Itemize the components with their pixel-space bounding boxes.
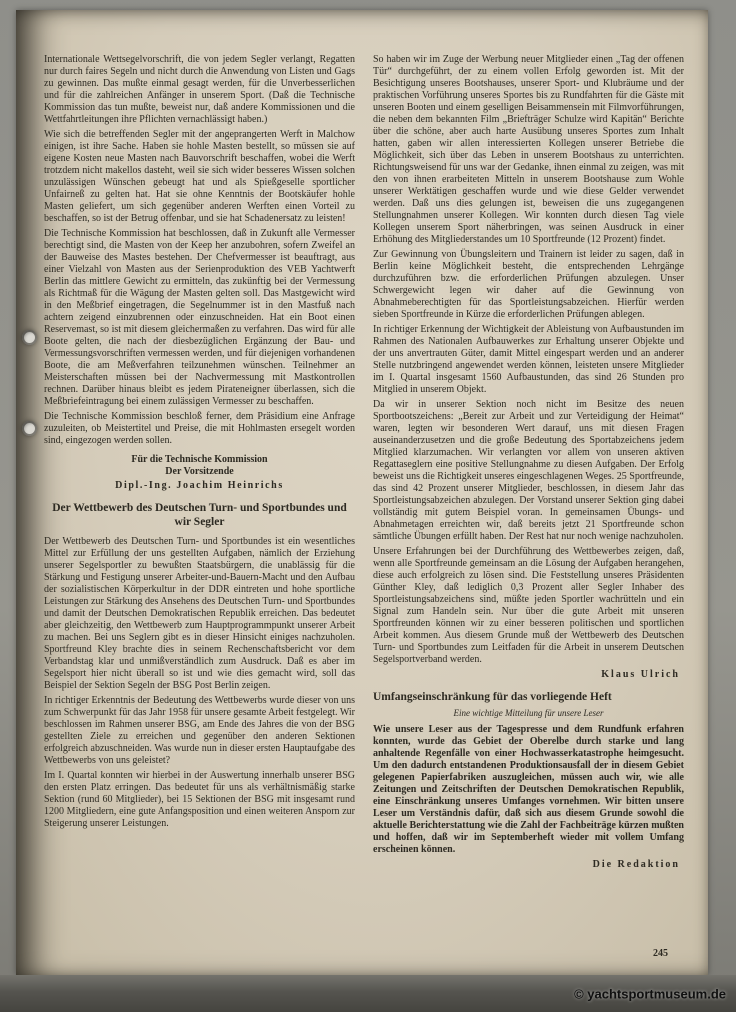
article1-signature-block: [44, 454, 355, 492]
paragraph: Da wir in unserer Sektion noch nicht im Besitze des neuen Sportbootszeichens: „Bereit zur Arbeit und zur Verteidigung der Heimat“ waren, legten wir besonderen Wert darauf, uns mit diesen Fragen auseinanderzusetzen und die große Bedeutung des Sportabzeichens jedem Mitglied klarzumachen. Wir verlangten vor allem von unseren aktiven Regattaseglern eine positive Stellungnahme zu diesen Aufgaben. Der Erfolg beweist uns die Richtigkeit unseres eingeschlagenen Weges. 25 Sportfreunde, das sind 42 Prozent unserer Mitglieder, beschlossen, in diesem Jahr das Sportleistungsabzeichen abzulegen. Der Vorstand unserer Sektion ging dabei vollständig mit gutem Beispiel voran. In gemeinsamen Übungs- und Abnahmetagen erreichten wir, daß bereits jetzt 21 Sportfreunde schon sämtliche Übungen erfüllt haben. Der Rest hat nur noch wenige nachzuholen.: [373, 399, 684, 542]
paragraph: Zur Gewinnung von Übungsleitern und Trainern ist leider zu sagen, daß in Berlin keine Möglichkeit besteht, die entsprechenden Lehrgänge durchzuführen bzw. die erforderlichen Prüfungen abzulegen. Unser Schwergewicht legen wir daher auf die Gewinnung von Abnahmeberechtigten für das Sportleistungsabzeichen. Hierfür werden sieben Sportfreunde in Kürze die erforderlichen Prüfungen ablegen.: [373, 249, 684, 320]
paragraph: In richtiger Erkennung der Wichtigkeit der Ableistung von Aufbaustunden im Rahmen des Nationalen Aufbauwerkes zur Erhaltung unserer Objekte und der uns anvertrauten Güter, damit Mittel eingespart werden und an anderer Stelle nutzbringend angewendet werden können, leisteten unsere Mitglieder im I. Quartal insgesamt 1560 Aufbaustunden, das sind 26 Stunden pro Mitglied in unserem Objekt.: [373, 324, 684, 395]
notice-body: Wie unsere Leser aus der Tagespresse und dem Rundfunk erfahren konnten, wurde das Gebiet der Oberelbe durch starke und lang anhaltende Regenfälle von einer Hochwasserkatastrophe heimgesucht. Um den dadurch entstandenen Produktionsausfall der in diesem Gebiet gelegenen Papierfabriken auszugleichen, müssen auch wir, wie alle Zeitungen und Zeitschriften der Deutschen Demokratischen Republik, eine Einschränkung unseres Umfanges vornehmen. Wir bitten unsere Leser um Verständnis dafür, daß sich aus diesem Grunde sowohl die aktuelle Berichterstattung wie die Zahl der Fachbeiträge kürzen mußten und hoffen, daß wir im Septemberheft wieder mit vollem Umfang erscheinen können.: [373, 724, 684, 856]
paragraph: Internationale Wettsegelvorschrift, die von jedem Segler verlangt, Regatten nur durch faires Segeln und nicht durch die Anwendung von Listen und Gags zu gewinnen. Das mußte einmal gesagt werden, für die Unverbesserlichen und für die zahlreichen Anfänger in unserem Sport. (Daß die Technische Kommission das tun mußte, beweist nur, daß andere Kommissionen und die Wettfahrtleitungen ihre Pflichten vernachlässigt haben.): [44, 54, 355, 125]
punch-hole-top: [22, 330, 37, 345]
notice-title: Umfangseinschränkung für das vorliegende Heft: [373, 691, 612, 703]
paragraph: Die Technische Kommission hat beschlossen, daß in Zukunft alle Vermesser berechtigt sind, die Masten von der Keep her anzubohren, sofern Zweifel an der Bauweise des Mastes bestehen. Der Chefvermesser ist beauftragt, aus einer Vielzahl von Masten aus der Serienproduktion des VEB Yachtwerft Berlin das mittlere Gewicht zu ermitteln, das zukünftig bei der Vermessung als Richtmaß für die Wägung der Masten gelten soll. Das Mastgewicht wird in den Meßbrief eingetragen, die Segelnummer ist in den Mastfuß nach achtern zeigend einzubrennen oder einzuschneiden. Hat ein Boot einen Reservemast, so ist mit diesem gleichermaßen zu verfahren. Das wird für alle Boote gelten, die nach der diesbezüglichen Ergänzung der Bau- und Vermessungsvorschriften vermessen werden, und für diejenigen vorhandenen Boote, die am Meßverfahren teilzunehmen wünschen. Teilnehmer an Meisterschaften müssen bei der Nachvermessung mit Mastkontrollen rechnen. Darüber hinaus bleibt es jedem Pirateneigner überlassen, sich die Meßbriefeintragung bei einem zulässigen Vermesser zu beschaffen.: [44, 228, 355, 407]
notice-signatory: Die Redaktion: [592, 859, 680, 871]
article1-signatory: Dipl.-Ing. Joachim Heinrichs: [115, 480, 284, 491]
paragraph: Wie sich die betreffenden Segler mit der angeprangerten Werft in Malchow einigen, ist ihre Sache. Haben sie hohle Masten bestellt, so müssen sie auf eigene Kosten neue Masten nach Bauvorschrift beschaffen, wobei die Werft trotzdem nicht makellos dasteht, weil sie sich wider besseres Wissen solchen unzulässigen Wünschen gebeugt hat und als Spießgeselle sportlicher Unfairneß zu gelten hat. Hat sie ohne Kenntnis der Bootskäufer hohle Masten geliefert, um sich gegenüber anderen Werften einen Vorteil zu beschaffen, so ist der Betrug offenbar, und sie hat Schadenersatz zu leisten!: [44, 129, 355, 224]
paragraph: Unsere Erfahrungen bei der Durchführung des Wettbewerbes zeigen, daß, wenn alle Sportfreunde gemeinsam an die Lösung der Aufgaben herangehen, diese auch erfolgreich zu lösen sind. Die Feststellung unseres Präsidenten Günther Kley, daß lediglich 0,3 Prozent aller Segler Inhaber des Sportleistungsabzeichens sind, müßte jeden Sportler wachrütteln und ein Signal zum Handeln sein. Nur über die gute Arbeit mit unseren Sportfreunden können wir zu einer besseren politischen und sportlichen Arbeit kommen. Aus diesem Grunde muß der Wettbewerb des Deutschen Turn- und Sportbundes zum Leitfaden für die Arbeit in unserem Deutschen Segelsportverband werden.: [373, 546, 684, 665]
copyright-watermark: © yachtsportmuseum.de: [574, 986, 726, 1001]
article1-closing-line1: Für die Technische Kommission: [131, 454, 268, 465]
left-column: [44, 54, 355, 941]
scan-bottom-border: [0, 975, 736, 1012]
notice-subtitle: Eine wichtige Mitteilung für unsere Leser: [453, 708, 604, 719]
paragraph: Im I. Quartal konnten wir hierbei in der Auswertung innerhalb unserer BSG den ersten Platz erringen. Das bedeutet für uns als verhältnismäßig starke Sektion (rund 60 Mitglieder), bei 15 Sektionen der BSG mit insgesamt rund 1200 Mitgliedern, eine gute Anfangsposition und einen weiteren Ansporn zur Steigerung unserer Leistungen.: [44, 770, 355, 830]
page-number: 245: [653, 948, 668, 959]
page-content: [44, 54, 684, 941]
article2-signatory: Klaus Ulrich: [601, 669, 680, 680]
paragraph: So haben wir im Zuge der Werbung neuer Mitglieder einen „Tag der offenen Tür“ durchgeführt, der zu einem vollen Erfolg geworden ist. Mit der Besichtigung unseres Bootshauses, unserer Sport- und Klubräume und der praktischen Vorführung unseres Sportes bis zu Rundfahrten für die Gäste mit unseren Booten und einem geselligen Beisammensein mit Filmvorführungen, die neben dem bekannten Film „Briefträger Schulze wird Kapitän“ Berichte über die schöne, aber auch harte Ausübung unseres Sportes zum Inhalt hatten, gaben wir allen interessierten Kollegen unserer Betriebe die Möglichkeit, sich über das Leben in unserem Bootshaus zu unterrichten. Richtungsweisend für uns war der Gedanke, ihnen einmal zu zeigen, was mit den von ihnen erarbeiteten Mitteln in unserem Bootshause zum Wohle unserer Werktätigen geschaffen wurde und wie diese Gelder verwendet werden. Daß uns dies gelungen ist, beweisen die uns zugegangenen Stellungnahmen unserer Kollegen. Wir konnten durch diesen Tag viele Kollegen unserem Sport näherbringen, was seinen Ausdruck in einer Erhöhung des Mitgliederstandes um 10 Sportfreunde (12 Prozent) findet.: [373, 54, 684, 245]
punch-hole-bottom: [22, 421, 37, 436]
article1-closing-line2: Der Vorsitzende: [165, 466, 234, 477]
paragraph: Der Wettbewerb des Deutschen Turn- und Sportbundes ist ein wesentliches Mittel zur Erfüllung der uns gestellten Aufgaben, nämlich der Erziehung unserer Segelsportler zu bewußten Staatsbürgern, die unablässig für die Stärkung und Festigung unserer Arbeiter-und-Bauern-Macht und den Aufbau der sozialistischen Körperkultur in der DDR eintreten und hohe sportliche Leistungen zur Stärkung des Ansehens des Deutschen Turn- und Sportbundes und damit der Deutschen Demokratischen Republik erreichen. Das bedeutet aber gleichzeitig, den Wettbewerb zum Hauptprogrammpunkt unserer Arbeit zu machen. Bei uns Seglern gibt es in dieser Hinsicht einiges nachzuholen. Sportfreund Kley brachte dies in seinem Rechenschaftsbericht vor dem Verbandstag klar und unmißverständlich zum Ausdruck. Daß es aber im Segelsport hier nicht überall so ist und wie dies gemacht wird, soll das Beispiel der Sektion Segeln der BSG Post Berlin zeigen.: [44, 536, 355, 692]
paragraph: In richtiger Erkenntnis der Bedeutung des Wettbewerbs wurde dieser von uns zum Schwerpunkt für das Jahr 1958 für unsere gesamte Arbeit festgelegt. Wir beschlossen im Rahmen unserer BSG, am Ende des Jahres die von der BSG gestellten Ziele zu erreichen und gegenüber den anderen Sektionen erfolgreich abzuschneiden. Was wurde nun in dieser ersten Hauptaufgabe des Wettbewerbs von uns geleistet?: [44, 695, 355, 767]
scan-page: [16, 10, 708, 975]
right-column: [373, 54, 684, 941]
paragraph: Die Technische Kommission beschloß ferner, dem Präsidium eine Anfrage zuzuleiten, ob Meistertitel und Preise, die mit Hohlmasten ersegelt worden sind, eingezogen werden sollen.: [44, 411, 355, 446]
article2-title: Der Wettbewerb des Deutschen Turn- und Sportbundes und wir Segler: [52, 502, 347, 528]
